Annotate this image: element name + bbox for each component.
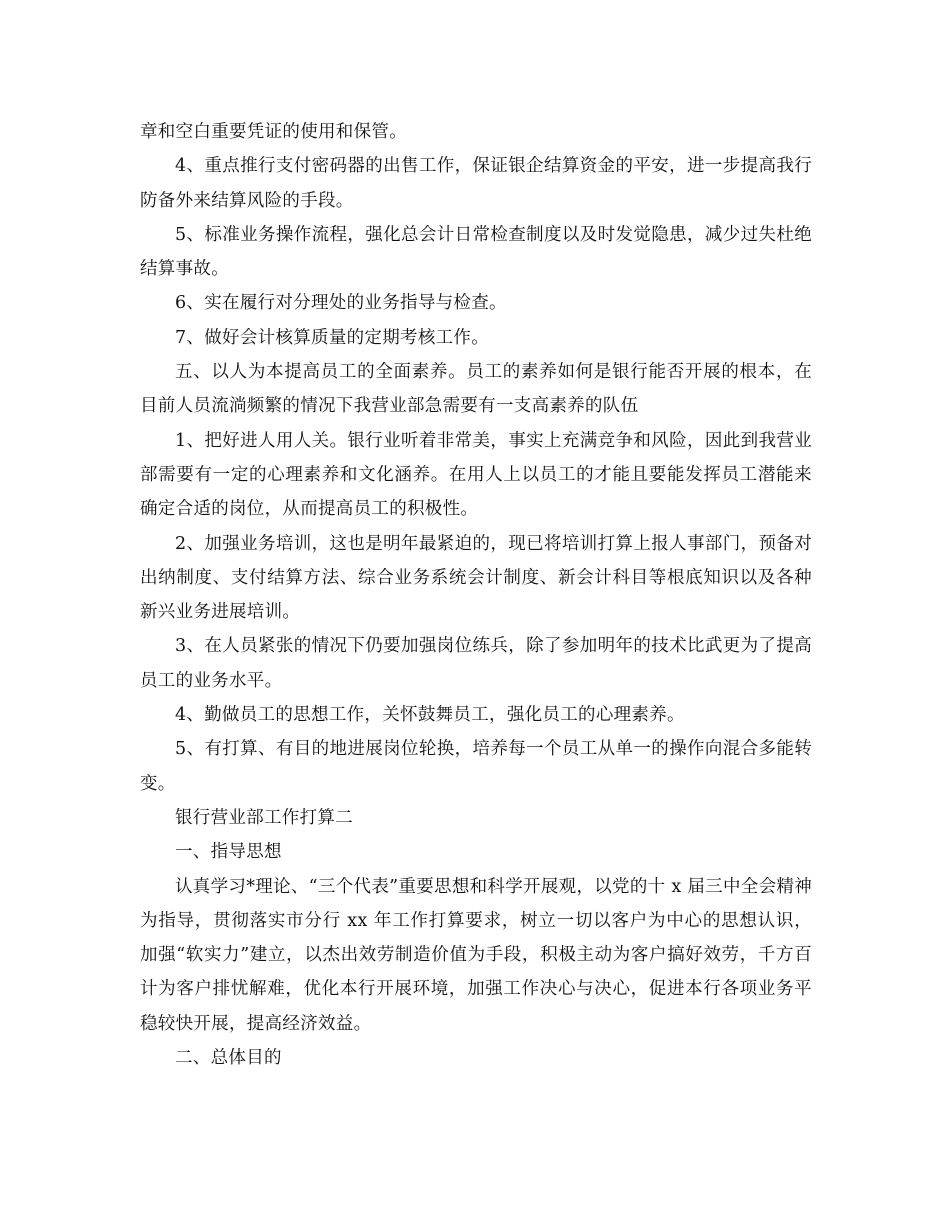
document-subtitle: 银行营业部工作打算二 xyxy=(175,807,353,828)
paragraph-guiding-thought-body: 认真学习*理论、“三个代表”重要思想和科学开展观，以党的十 x 届三中全会精神为指导，贯彻落实市分行 xx 年工作打算要求，树立一切以客户为中心的思想认识，加强“软实力”建立，以杰出效劳制造价值为手段，积极主动为客户搞好效劳，千方百计为客户排忧解难，优化本行开展环境，加强工作决心与决心，促进本行各项业务平稳较快开展，提高经济效益。 xyxy=(140,876,812,1034)
paragraph-item-2-training: 2、加强业务培训，这也是明年最紧迫的，现已将培训打算上报人事部门，预备对出纳制度、支付结算方法、综合业务系统会计制度、新会计科目等根底知识以及各种新兴业务进展培训。 xyxy=(140,533,812,623)
paragraph-item-4-payment-device: 4、重点推行支付密码器的出售工作，保证银企结算资金的平安，进一步提高我行防备外来结算风险的手段。 xyxy=(140,156,812,211)
document-body xyxy=(140,115,812,1075)
section-heading-guiding-thought: 一、指导思想 xyxy=(175,842,282,863)
paragraph-item-1-recruitment: 1、把好进人用人关。银行业听着非常美，事实上充满竞争和风险，因此到我营业部需要有一定的心理素养和文化涵养。在用人上以员工的才能且要能发挥员工潜能来确定合适的岗位，从而提高员工的积极性。 xyxy=(140,430,812,520)
section-heading-five: 五、以人为本提高员工的全面素养。员工的素养如何是银行能否开展的根本，在目前人员流淌频繁的情况下我营业部急需要有一支高素养的队伍 xyxy=(140,362,812,417)
section-heading-overall-goal: 二、总体目的 xyxy=(175,1048,282,1069)
paragraph-continuation: 章和空白重要凭证的使用和保管。 xyxy=(140,122,407,142)
paragraph-item-7-quality-assessment: 7、做好会计核算质量的定期考核工作。 xyxy=(175,327,490,348)
paragraph-item-4-staff-care: 4、勤做员工的思想工作，关怀鼓舞员工，强化员工的心理素养。 xyxy=(175,705,685,726)
paragraph-item-5-rotation: 5、有打算、有目的地进展岗位轮换，培养每一个员工从单一的操作向混合多能转变。 xyxy=(140,739,812,794)
paragraph-item-3-practice: 3、在人员紧张的情况下仍要加强岗位练兵，除了参加明年的技术比武更为了提高员工的业务水平。 xyxy=(140,636,812,691)
paragraph-item-6-branch-guidance: 6、实在履行对分理处的业务指导与检查。 xyxy=(175,293,507,314)
paragraph-item-5-standard-operations: 5、标准业务操作流程，强化总会计日常检查制度以及时发觉隐患，减少过失杜绝结算事故。 xyxy=(140,224,812,280)
